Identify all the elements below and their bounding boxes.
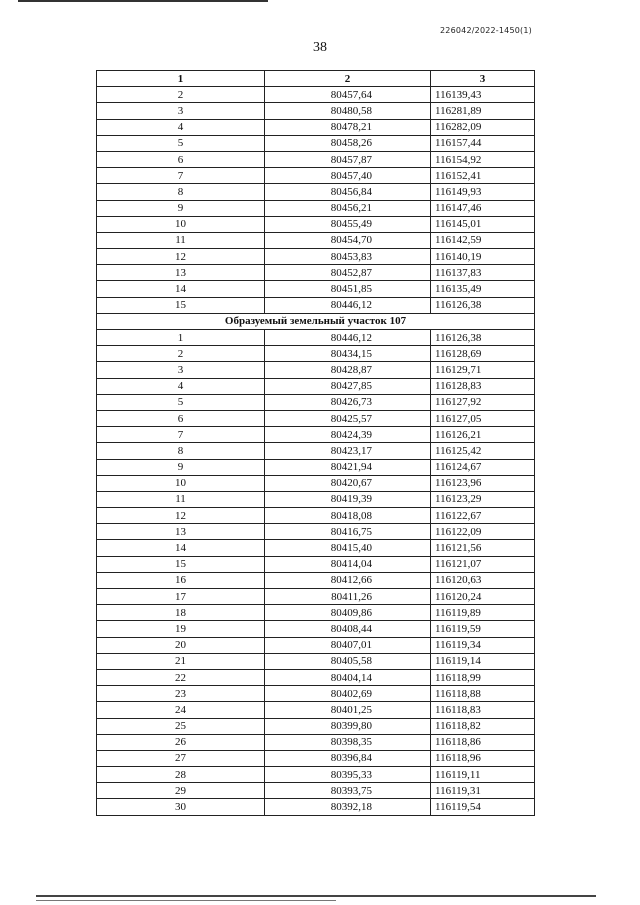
table-row [97,556,535,572]
x-coordinate-cell: 80401,25 [265,702,431,718]
x-coordinate-cell: 80405,58 [265,653,431,669]
y-coordinate-cell: 116126,38 [431,330,535,346]
table-row [97,572,535,588]
point-number-cell: 1 [97,330,265,346]
point-number-cell: 26 [97,734,265,750]
table-row [97,249,535,265]
y-coordinate-cell: 116120,63 [431,572,535,588]
y-coordinate-cell: 116157,44 [431,135,535,151]
x-coordinate-cell: 80404,14 [265,669,431,685]
point-number-cell: 28 [97,767,265,783]
table-row [97,767,535,783]
x-coordinate-cell: 80457,87 [265,151,431,167]
section-title: Образуемый земельный участок 107 [97,313,535,329]
y-coordinate-cell: 116154,92 [431,151,535,167]
y-coordinate-cell: 116124,67 [431,459,535,475]
bottom-scan-line [36,895,596,897]
table-row [97,378,535,394]
page-number: 38 [313,40,327,55]
y-coordinate-cell: 116149,93 [431,184,535,200]
x-coordinate-cell: 80395,33 [265,767,431,783]
table-row [97,621,535,637]
table-header-row [97,71,535,87]
x-coordinate-cell: 80424,39 [265,427,431,443]
point-number-cell: 6 [97,410,265,426]
y-coordinate-cell: 116282,09 [431,119,535,135]
table-row [97,362,535,378]
point-number-cell: 12 [97,508,265,524]
table-row [97,475,535,491]
table-row [97,119,535,135]
x-coordinate-cell: 80478,21 [265,119,431,135]
point-number-cell: 11 [97,232,265,248]
x-coordinate-cell: 80457,64 [265,87,431,103]
table-row [97,605,535,621]
point-number-cell: 18 [97,605,265,621]
y-coordinate-cell: 116128,69 [431,346,535,362]
point-number-cell: 21 [97,653,265,669]
table-row [97,734,535,750]
y-coordinate-cell: 116123,96 [431,475,535,491]
point-number-cell: 23 [97,686,265,702]
x-coordinate-cell: 80458,26 [265,135,431,151]
y-coordinate-cell: 116119,34 [431,637,535,653]
y-coordinate-cell: 116119,11 [431,767,535,783]
y-coordinate-cell: 116125,42 [431,443,535,459]
y-coordinate-cell: 116128,83 [431,378,535,394]
point-number-cell: 14 [97,540,265,556]
y-coordinate-cell: 116120,24 [431,589,535,605]
point-number-cell: 15 [97,297,265,313]
y-coordinate-cell: 116121,07 [431,556,535,572]
point-number-cell: 10 [97,475,265,491]
x-coordinate-cell: 80393,75 [265,783,431,799]
point-number-cell: 11 [97,491,265,507]
x-coordinate-cell: 80421,94 [265,459,431,475]
table-body [97,87,535,815]
y-coordinate-cell: 116145,01 [431,216,535,232]
y-coordinate-cell: 116121,56 [431,540,535,556]
y-coordinate-cell: 116119,89 [431,605,535,621]
x-coordinate-cell: 80407,01 [265,637,431,653]
table-row [97,410,535,426]
table-row [97,216,535,232]
table-row [97,297,535,313]
table-row [97,265,535,281]
y-coordinate-cell: 116142,59 [431,232,535,248]
x-coordinate-cell: 80412,66 [265,572,431,588]
y-coordinate-cell: 116118,88 [431,686,535,702]
table-row [97,637,535,653]
y-coordinate-cell: 116118,86 [431,734,535,750]
x-coordinate-cell: 80455,49 [265,216,431,232]
x-coordinate-cell: 80415,40 [265,540,431,556]
y-coordinate-cell: 116119,31 [431,783,535,799]
point-number-cell: 7 [97,168,265,184]
table-row [97,508,535,524]
y-coordinate-cell: 116129,71 [431,362,535,378]
table-row [97,491,535,507]
table-row [97,103,535,119]
table-row [97,750,535,766]
x-coordinate-cell: 80457,40 [265,168,431,184]
x-coordinate-cell: 80402,69 [265,686,431,702]
table-row [97,232,535,248]
y-coordinate-cell: 116118,83 [431,702,535,718]
point-number-cell: 22 [97,669,265,685]
point-number-cell: 30 [97,799,265,815]
x-coordinate-cell: 80399,80 [265,718,431,734]
x-coordinate-cell: 80456,84 [265,184,431,200]
table-row [97,524,535,540]
x-coordinate-cell: 80451,85 [265,281,431,297]
y-coordinate-cell: 116139,43 [431,87,535,103]
point-number-cell: 3 [97,362,265,378]
table-row [97,443,535,459]
x-coordinate-cell: 80414,04 [265,556,431,572]
header-y-coordinate: 3 [431,71,535,87]
x-coordinate-cell: 80446,12 [265,297,431,313]
table-row [97,653,535,669]
x-coordinate-cell: 80418,08 [265,508,431,524]
table-row [97,346,535,362]
y-coordinate-cell: 116140,19 [431,249,535,265]
point-number-cell: 3 [97,103,265,119]
point-number-cell: 2 [97,346,265,362]
table-row [97,200,535,216]
y-coordinate-cell: 116119,59 [431,621,535,637]
x-coordinate-cell: 80420,67 [265,475,431,491]
x-coordinate-cell: 80426,73 [265,394,431,410]
point-number-cell: 16 [97,572,265,588]
x-coordinate-cell: 80452,87 [265,265,431,281]
point-number-cell: 5 [97,135,265,151]
table-row [97,168,535,184]
table-row [97,799,535,815]
table-row [97,281,535,297]
point-number-cell: 7 [97,427,265,443]
y-coordinate-cell: 116126,21 [431,427,535,443]
header-point-number: 1 [97,71,265,87]
point-number-cell: 25 [97,718,265,734]
point-number-cell: 6 [97,151,265,167]
table-row [97,459,535,475]
x-coordinate-cell: 80456,21 [265,200,431,216]
x-coordinate-cell: 80419,39 [265,491,431,507]
x-coordinate-cell: 80423,17 [265,443,431,459]
x-coordinate-cell: 80480,58 [265,103,431,119]
header-x-coordinate: 2 [265,71,431,87]
x-coordinate-cell: 80453,83 [265,249,431,265]
table-row [97,427,535,443]
y-coordinate-cell: 116137,83 [431,265,535,281]
y-coordinate-cell: 116118,96 [431,750,535,766]
y-coordinate-cell: 116126,38 [431,297,535,313]
point-number-cell: 14 [97,281,265,297]
table-row [97,184,535,200]
point-number-cell: 19 [97,621,265,637]
point-number-cell: 2 [97,87,265,103]
x-coordinate-cell: 80427,85 [265,378,431,394]
x-coordinate-cell: 80398,35 [265,734,431,750]
y-coordinate-cell: 116127,05 [431,410,535,426]
table-row [97,135,535,151]
document-reference: 226042/2022-1450(1) [440,26,532,35]
y-coordinate-cell: 116118,99 [431,669,535,685]
y-coordinate-cell: 116152,41 [431,168,535,184]
x-coordinate-cell: 80392,18 [265,799,431,815]
table-row [97,330,535,346]
point-number-cell: 24 [97,702,265,718]
point-number-cell: 8 [97,443,265,459]
x-coordinate-cell: 80434,15 [265,346,431,362]
x-coordinate-cell: 80454,70 [265,232,431,248]
point-number-cell: 9 [97,459,265,475]
y-coordinate-cell: 116123,29 [431,491,535,507]
point-number-cell: 10 [97,216,265,232]
table-row [97,151,535,167]
point-number-cell: 13 [97,265,265,281]
y-coordinate-cell: 116122,67 [431,508,535,524]
point-number-cell: 5 [97,394,265,410]
x-coordinate-cell: 80409,86 [265,605,431,621]
table-row [97,87,535,103]
top-scan-line [18,0,268,2]
point-number-cell: 4 [97,119,265,135]
y-coordinate-cell: 116119,14 [431,653,535,669]
point-number-cell: 27 [97,750,265,766]
table-row [97,686,535,702]
table-row [97,540,535,556]
point-number-cell: 8 [97,184,265,200]
table-row [97,394,535,410]
bottom-scan-line-secondary [36,900,336,901]
y-coordinate-cell: 116135,49 [431,281,535,297]
table-row [97,718,535,734]
y-coordinate-cell: 116122,09 [431,524,535,540]
point-number-cell: 20 [97,637,265,653]
y-coordinate-cell: 116118,82 [431,718,535,734]
coordinates-table [96,70,535,816]
point-number-cell: 15 [97,556,265,572]
point-number-cell: 13 [97,524,265,540]
point-number-cell: 9 [97,200,265,216]
y-coordinate-cell: 116119,54 [431,799,535,815]
x-coordinate-cell: 80425,57 [265,410,431,426]
y-coordinate-cell: 116281,89 [431,103,535,119]
table-row [97,589,535,605]
x-coordinate-cell: 80408,44 [265,621,431,637]
x-coordinate-cell: 80428,87 [265,362,431,378]
x-coordinate-cell: 80446,12 [265,330,431,346]
point-number-cell: 17 [97,589,265,605]
x-coordinate-cell: 80416,75 [265,524,431,540]
table-row [97,702,535,718]
x-coordinate-cell: 80396,84 [265,750,431,766]
y-coordinate-cell: 116147,46 [431,200,535,216]
table-row [97,783,535,799]
section-row [97,313,535,329]
table-row [97,669,535,685]
y-coordinate-cell: 116127,92 [431,394,535,410]
point-number-cell: 4 [97,378,265,394]
point-number-cell: 29 [97,783,265,799]
x-coordinate-cell: 80411,26 [265,589,431,605]
point-number-cell: 12 [97,249,265,265]
